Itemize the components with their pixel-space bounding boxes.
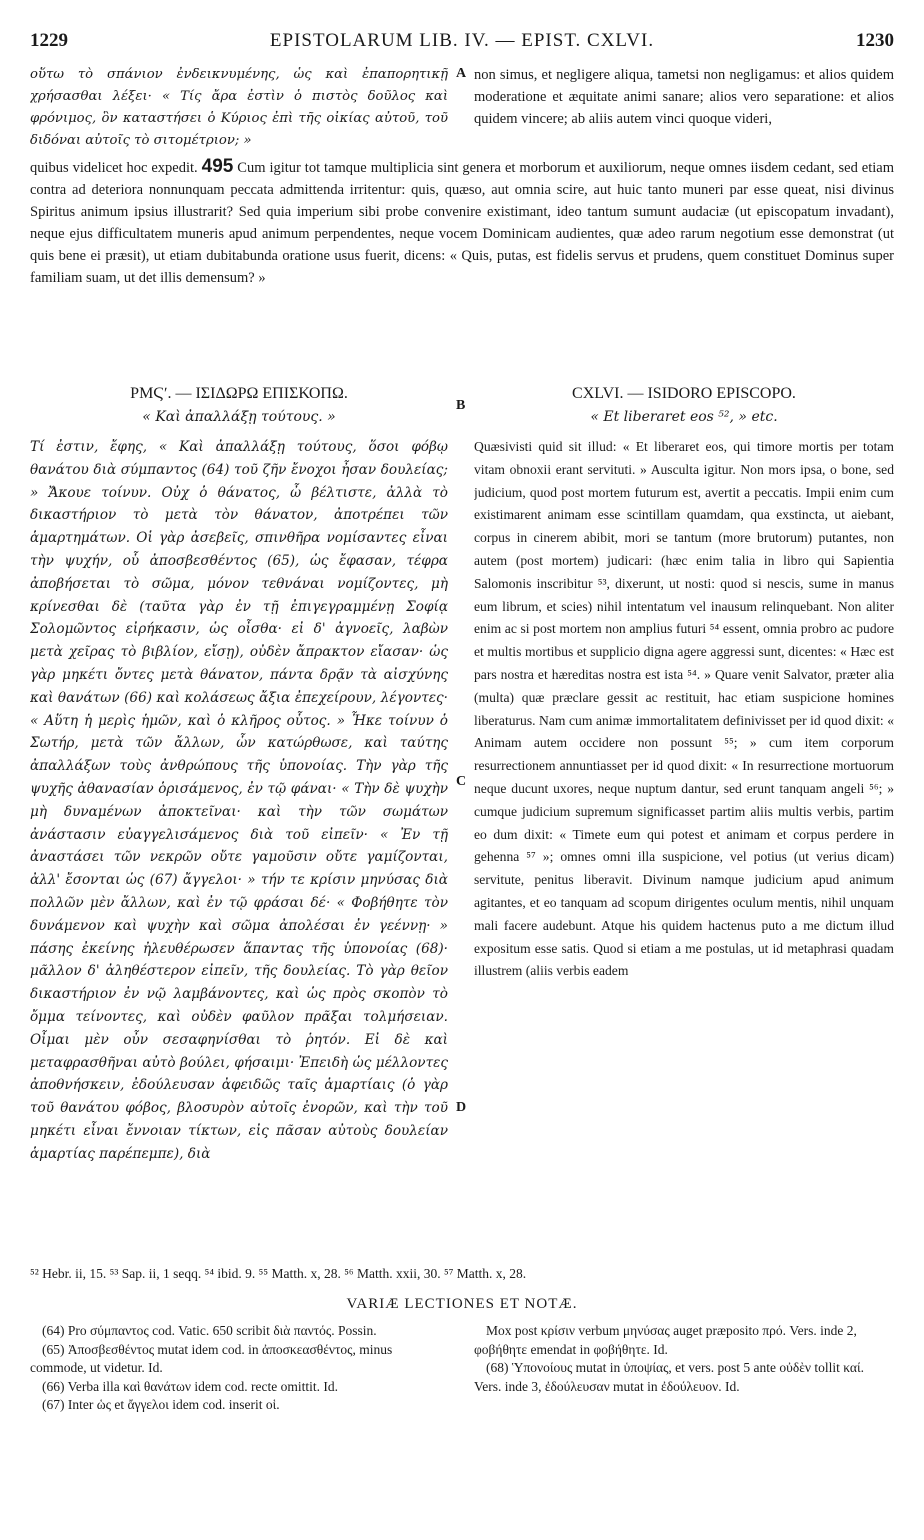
note-67: (67) Inter ὡς et ἄγγελοι idem cod. inserit οἱ.: [42, 1397, 280, 1413]
greek-letter-title: ΡΜϚʹ. — ΙΣΙΔΩΡΩ ΕΠΙΣΚΟΠΩ.: [130, 385, 348, 402]
latin-letter-subtitle: « Et liberaret eos ⁵², » etc.: [590, 409, 778, 425]
notes-left-column: [30, 1322, 448, 1502]
notes-title: VARIÆ LECTIONES ET NOTÆ.: [346, 1296, 578, 1312]
margin-letter-c: C: [456, 774, 467, 789]
full-width-latin-paragraph: [30, 156, 894, 376]
scripture-footnotes: ⁵² Hebr. ii, 15. ⁵³ Sap. ii, 1 seqq. ⁵⁴ ibid. 9. ⁵⁵ Matth. x, 28. ⁵⁶ Matth. xxii, 30. ⁵⁷ Matth. x, 28.: [30, 1266, 527, 1281]
top-greek-fragment: οὕτω τὸ σπάνιον ἐνδεικνυμένης, ὡς καὶ ἐπαπορητικῇ χρήσασθαι λέξει· « Τίς ἄρα ἐστὶν ὁ πιστὸς δοῦλος καὶ φρόνιμος, ὃν καταστήσει ὁ Κύριος ἐπὶ τῆς οἰκίας αὐτοῦ, τοῦ διδόναι αὐτοῖς τὸ σιτομέτριον; »: [30, 67, 448, 148]
note-66: (66) Verba illa καὶ θανάτων idem cod. recte omittit. Id.: [42, 1378, 338, 1394]
page-number-right: 1230: [856, 30, 894, 51]
column-number: 495: [201, 156, 234, 177]
page-number-left: 1229: [30, 30, 68, 51]
latin-letter-heading: [474, 382, 894, 432]
note-67-continued: Mox post κρίσιν verbum μηνύσας auget præposito πρό. Vers. inde 2, φοβήθητε emendat in φοβήθητε. Id.: [474, 1323, 857, 1357]
running-header: [30, 30, 894, 60]
greek-letter-body: Τί ἐστιν, ἔφης, « Καὶ ἀπαλλάξῃ τούτους, ὅσοι φόβῳ θανάτου διὰ σύμπαντος (64) τοῦ ζῆν ἔνοχοι ἦσαν δουλείας; » Ἄκουε τοίνυν. Οὐχ ὁ θάνατος, ὦ βέλτιστε, ἀλλὰ τὸ δικαστήριον τὸ μετὰ τὸν θάνατον, ἀποτρέπει τῶν ἁμαρτημάτων. Οἱ γὰρ ἀσεβεῖς, σπινθῆρα νομίσαντες εἶναι τὴν ψυχήν, οὗ ἀποσβεσθέντος (65), ὡς ἔφασαν, τέφρα ἀποβήσεται τὸ σῶμα, μόνον τεθνάναι νομίζοντες, μὴ κρίνεσθαι δὲ (ταῦτα γὰρ ἐν τῇ ἐπιγεγραμμένῃ Σοφίᾳ Σολομῶντος εἰρήκασιν, ὡς οἶσθα· εἰ δ' ἀγνοεῖς, λαβὼν μετὰ χεῖρας τὸ βιβλίον, εἴσῃ), οὐδὲν ἄπρακτον εἴασαν· ὡς γὰρ μηκέτι ὄντες μετὰ θάνατον, πάντα δρᾷν τὰ αἰσχύνης καὶ θανάτων (66) καὶ κολάσεως ἄξια ἐπεχείρουν, λέγοντες· « Αὕτη ἡ μερὶς ἡμῶν, καὶ ὁ κλῆρος οὗτος. » Ἧκε τοίνυν ὁ Σωτήρ, μετὰ τῶν ἄλλων, ὧν κατώρθωσε, καὶ ταύτης ἀπαλλάξων τοὺς ἀνθρώπους τῆς ὑπονοίας. Τὴν γὰρ τῆς ψυχῆς ἀθανασίαν ὁρισάμενος, ἐν τῷ φάναι· « Τὴν δὲ ψυχὴν μὴ δυναμένων ἀποκτεῖναι· καὶ τὴν τῶν σωμάτων ἀνάστασιν εὐαγγελισάμενος διὰ τοῦ εἰπεῖν· « Ἐν τῇ ἀναστάσει τῶν νεκρῶν οὔτε γαμοῦσιν οὔτε γαμίζονται, ἀλλ' ἔσονται ὡς (67) ἄγγελοι· » τήν τε κρίσιν μηνύσας διὰ πολλῶν μὲν ἄλλων, καὶ ἐν τῷ φράσαι δέ· « Φοβήθητε τὸν δυνάμενον καὶ ψυχὴν καὶ σῶμα ἀπολέσαι ἐν γεέννῃ· » πάσης ἐκείνης ἠλευθέρωσεν ἅπαντας τῆς ὑπονοίας (68)· μᾶλλον δ' ἀληθέστερον εἰπεῖν, τῆς δουλείας. Τὸ γὰρ θεῖον δικαστήριον ἐν νῷ λαμβάνοντες, καὶ ὡς πρὸς σκοπὸν τὸ ὄμμα τείνοντες, καὶ οὐδὲν φαῦλον πρᾶξαι τολμήσειαν. Οἶμαι μὲν οὖν σεσαφηνίσθαι τὸ ῥητόν. Εἰ δὲ καὶ μεταφρασθῆναι αὐτὸ βούλει, φήσαιμι· Ἐπειδὴ ὡς μέλλοντες ἀποθνήσκειν, ἐδούλευσαν ἀφειδῶς ταῖς ἁμαρτίαις (ὁ γὰρ τοῦ θανάτου φόβος, βλοσυρὸν αὐτοῖς ἐνορῶν, καὶ τὴν τοῦ μηκέτι εἶναι ἔννοιαν τίκτων, εἰς πᾶσαν αὐτοὺς δουλείαν ἁμαρτίας παρέπεμπε), διὰ: [30, 439, 448, 1162]
paragraph-body: Cum igitur tot tamque multiplicia sint genera et morborum et auxiliorum, neque omnes iisdem cedant, sed etiam contra ad deteriora nonnunquam peccata admittenda irritentur: quis, quæso, aut omnia scire, aut huic tanto muneri par esse queat, nisi divinus Spiritus animum ipsius illustrarit? Sed quia imperium sibi probe convenire existimant, ideo tantum sumunt audaciæ (ut episcopatum invadant), neque ejus difficultatem muneris apud animum perpendentes, neque vocem Dominicam audientes, quæ adeo rarum negotium esse demonstrat (ut quis bene ei præsit), ut etiam dubitabunda oratione usus fuerit, dicens: « Quis, putas, est fidelis servus et prudens, quem constituet Dominus super familiam suam, ut det illis demensum? »: [30, 160, 894, 286]
greek-letter-subtitle: « Καὶ ἀπαλλάξῃ τούτους. »: [142, 409, 336, 425]
margin-letter-b: B: [456, 398, 466, 413]
margin-letter-a: A: [456, 66, 467, 81]
margin-letter-d: D: [456, 1100, 467, 1115]
notes-right-column: [474, 1322, 894, 1502]
top-latin-fragment: non simus, et negligere aliqua, tametsi non negligamus: et alios quidem moderatione et æquitate animi sanare; alios vero separatione: et alios quidem vincere; ab aliis autem vinci quoque videri,: [474, 67, 894, 127]
page: [30, 30, 894, 1510]
latin-letter-title: CXLVI. — ISIDORO EPISCOPO.: [572, 385, 796, 402]
latin-letter-body: Quæsivisti quid sit illud: « Et liberaret eos, qui timore mortis per totam vitam obnoxii erant servituti. » Ausculta igitur. Non mors ipsa, o bone, sed judicium, quod post mortem futurum est, avertit a peccatis. Impii enim cum existimarent animam esse scintillam quamdam, qua exstincta, ut aiebant, corpus in cinerem abibit, mori se tantum (more brutorum) putantes, non autem (post mortem) judicari: (hæc enim talia in libro qui Sapientia Salomonis inscribitur ⁵³, dixerunt, ut nosti: quod si nescis, sume in manus eum librum, et scies) nihil intentatum vel inausum relinquebant. Non aliter enim ac si post mortem non amplius futuri ⁵⁴ essent, omnia probro ac pudore et multis mortibus et supplicio digna agere aggressi sunt, dicentes: « Hæc est pars nostra et hæreditas nostra est ista ⁵⁴. » Quare venit Salvator, præter alia (multa) quæ præclare gessit ac restituit, hac etiam suspicione homines liberaturus. Nam cum animæ immortalitatem definivisset per id quod dixit: « Animam autem occidere non possunt ⁵⁵; » cum item corporum resurrectionem annuntiasset per id quod dixit: « In resurrectione mortuorum neque ducunt uxores, neque nuptum dantur, sed erunt tanquam angeli ⁵⁶; » cumque judicium supremum significasset partim aliis multis verbis, partim eo dum dixit: « Timete eum qui potest et animam et corpus perdere in gehenna ⁵⁷ »; omnes omni illa suspicione, vel potius (ut verius dicam) servitute, penitus liberavit. Divinum namque judicium apud animum agitantes, et eo tanquam ad scopum dirigentes oculum mentis, nihil unquam mali facere audebunt. Atque his quidem hactenus puto a me dictum illud expositum esse satis. Quod si etiam a me postulas, ut id metaphrasi quadam illustrem (aliis verbis eadem: [474, 439, 894, 979]
running-title: EPISTOLARUM LIB. IV. — EPIST. CXLVI.: [269, 30, 655, 51]
note-65: (65) Ἀποσβεσθέντος mutat idem cod. in ἀποσκεασθέντος, minus commode, ut videtur. Id.: [30, 1341, 393, 1376]
greek-letter-heading: [30, 382, 448, 432]
paragraph-lead: quibus videlicet hoc expedit.: [30, 160, 198, 176]
note-64: (64) Pro σύμπαντος cod. Vatic. 650 scribit διὰ παντός. Possin.: [42, 1323, 377, 1338]
note-68: (68) Ὑπονοίους mutat in ὑποψίας, et vers. post 5 ante οὐδὲν tollit καί. Vers. inde 3, ἐδούλευσαν mutat in ἐδούλευον. Id.: [474, 1360, 864, 1394]
